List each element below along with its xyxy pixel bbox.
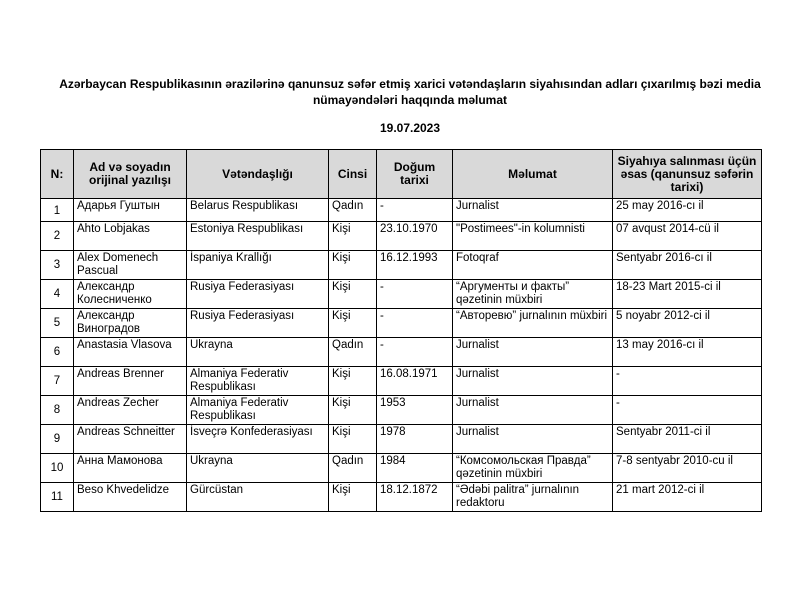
cell-gender: Qadın <box>329 454 377 483</box>
cell-birth-date: 1978 <box>377 425 453 454</box>
cell-reason: - <box>613 367 762 396</box>
cell-number: 11 <box>41 483 74 512</box>
cell-citizenship: İsveçrə Konfederasiyası <box>187 425 329 454</box>
cell-birth-date: - <box>377 199 453 222</box>
cell-number: 7 <box>41 367 74 396</box>
cell-name: Alex Domenech Pascual <box>74 251 187 280</box>
cell-number: 8 <box>41 396 74 425</box>
cell-citizenship: Belarus Respublikası <box>187 199 329 222</box>
cell-citizenship: Gürcüstan <box>187 483 329 512</box>
cell-info: Jurnalist <box>453 367 613 396</box>
cell-reason: 5 noyabr 2012-ci il <box>613 309 762 338</box>
table-row <box>41 396 762 425</box>
cell-gender: Kişi <box>329 425 377 454</box>
cell-citizenship: Ukrayna <box>187 454 329 483</box>
cell-citizenship: İspaniya Krallığı <box>187 251 329 280</box>
cell-birth-date: 1953 <box>377 396 453 425</box>
cell-birth-date: - <box>377 280 453 309</box>
cell-name: Александр Колесниченко <box>74 280 187 309</box>
cell-name: Александр Виноградов <box>74 309 187 338</box>
cell-info: Jurnalist <box>453 199 613 222</box>
cell-citizenship: Ukrayna <box>187 338 329 367</box>
table-row <box>41 483 762 512</box>
cell-number: 2 <box>41 222 74 251</box>
cell-birth-date: - <box>377 309 453 338</box>
cell-info: “Аргументы и факты” qəzetinin müxbiri <box>453 280 613 309</box>
cell-gender: Qadın <box>329 338 377 367</box>
cell-citizenship: Estoniya Respublikası <box>187 222 329 251</box>
cell-citizenship: Rusiya Federasiyası <box>187 280 329 309</box>
cell-number: 5 <box>41 309 74 338</box>
cell-name: Ahto Lobjakas <box>74 222 187 251</box>
table-row <box>41 454 762 483</box>
table-row <box>41 251 762 280</box>
cell-name: Beso Khvedelidze <box>74 483 187 512</box>
table-row <box>41 199 762 222</box>
cell-gender: Kişi <box>329 280 377 309</box>
header-birth-date: Doğum tarixi <box>377 150 453 199</box>
header-reason: Siyahıya salınması üçün əsas (qanunsuz səfərin tarixi) <box>613 150 762 199</box>
cell-name: Адарья Гуштын <box>74 199 187 222</box>
cell-reason: 25 may 2016-cı il <box>613 199 762 222</box>
cell-info: “Комсомольская Правда” qəzetinin müxbiri <box>453 454 613 483</box>
cell-info: Jurnalist <box>453 425 613 454</box>
table-row <box>41 222 762 251</box>
cell-birth-date: 1984 <box>377 454 453 483</box>
cell-reason: 07 avqust 2014-cü il <box>613 222 762 251</box>
journalists-table <box>40 149 762 512</box>
cell-reason: Sentyabr 2016-cı il <box>613 251 762 280</box>
cell-gender: Kişi <box>329 367 377 396</box>
cell-gender: Kişi <box>329 309 377 338</box>
cell-gender: Kişi <box>329 222 377 251</box>
cell-number: 6 <box>41 338 74 367</box>
header-gender: Cinsi <box>329 150 377 199</box>
cell-name: Anastasia Vlasova <box>74 338 187 367</box>
cell-info: Fotoqraf <box>453 251 613 280</box>
cell-name: Andreas Schneitter <box>74 425 187 454</box>
header-citizenship: Vətəndaşlığı <box>187 150 329 199</box>
cell-info: Jurnalist <box>453 396 613 425</box>
cell-info: “Авторевю” jurnalının müxbiri <box>453 309 613 338</box>
cell-number: 10 <box>41 454 74 483</box>
table-row <box>41 338 762 367</box>
cell-birth-date: 18.12.1872 <box>377 483 453 512</box>
cell-gender: Kişi <box>329 396 377 425</box>
table-row <box>41 309 762 338</box>
cell-reason: 13 may 2016-cı il <box>613 338 762 367</box>
cell-birth-date: 23.10.1970 <box>377 222 453 251</box>
cell-info: "Postimees"-in kolumnisti <box>453 222 613 251</box>
cell-citizenship: Almaniya Federativ Respublikası <box>187 396 329 425</box>
cell-birth-date: - <box>377 338 453 367</box>
cell-reason: - <box>613 396 762 425</box>
cell-gender: Qadın <box>329 199 377 222</box>
cell-gender: Kişi <box>329 251 377 280</box>
cell-number: 9 <box>41 425 74 454</box>
cell-number: 4 <box>41 280 74 309</box>
table-row <box>41 367 762 396</box>
cell-citizenship: Rusiya Federasiyası <box>187 309 329 338</box>
cell-number: 3 <box>41 251 74 280</box>
header-number: N: <box>41 150 74 199</box>
cell-birth-date: 16.12.1993 <box>377 251 453 280</box>
cell-info: “Ədəbi palitra” jurnalının redaktoru <box>453 483 613 512</box>
cell-reason: Sentyabr 2011-ci il <box>613 425 762 454</box>
cell-name: Andreas Brenner <box>74 367 187 396</box>
cell-number: 1 <box>41 199 74 222</box>
cell-reason: 7-8 sentyabr 2010-cu il <box>613 454 762 483</box>
header-name: Ad və soyadın orijinal yazılışı <box>74 150 187 199</box>
cell-name: Andreas Zecher <box>74 396 187 425</box>
header-info: Məlumat <box>453 150 613 199</box>
cell-birth-date: 16.08.1971 <box>377 367 453 396</box>
document-date: 19.07.2023 <box>379 121 441 135</box>
cell-name: Анна Мамонова <box>74 454 187 483</box>
table-row <box>41 280 762 309</box>
cell-reason: 18-23 Mart 2015-ci il <box>613 280 762 309</box>
cell-gender: Kişi <box>329 483 377 512</box>
cell-info: Jurnalist <box>453 338 613 367</box>
cell-citizenship: Almaniya Federativ Respublikası <box>187 367 329 396</box>
document-title: Azərbaycan Respublikasının ərazilərinə qanunsuz səfər etmiş xarici vətəndaşların siyahısından adları çıxarılmış bəzi media nümayəndələri haqqında məlumat <box>59 77 761 107</box>
cell-reason: 21 mart 2012-ci il <box>613 483 762 512</box>
table-row <box>41 425 762 454</box>
header-row <box>41 150 762 199</box>
